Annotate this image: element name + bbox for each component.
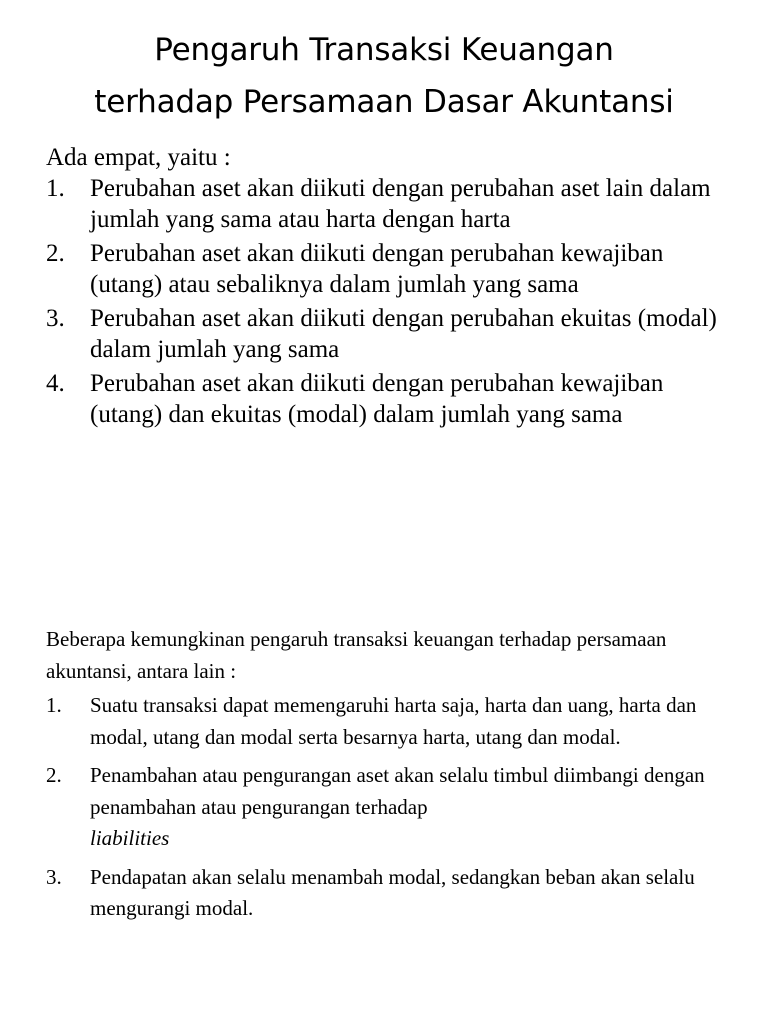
list-number: 4.: [46, 370, 65, 397]
list-item-text: Perubahan aset akan diikuti dengan perubahan aset lain dalam jumlah yang sama atau harta dengan harta: [90, 175, 711, 233]
list-number: 2.: [46, 240, 65, 267]
italic-term: liabilities: [90, 826, 170, 850]
numbered-list: [46, 173, 736, 430]
list-number: 3.: [46, 864, 62, 889]
title-line-2: terhadap Persamaan Dasar Akuntansi: [94, 84, 674, 120]
list-item-text: Perubahan aset akan diikuti dengan perubahan ekuitas (modal) dalam jumlah yang sama: [90, 305, 717, 363]
page-title: [0, 24, 768, 128]
list-number: 2.: [46, 763, 62, 787]
list-item-text: Suatu transaksi dapat memengaruhi harta saja, harta dan uang, harta dan modal, utang dan modal serta besarnya harta, utang dan modal.: [90, 693, 697, 749]
list-item: [46, 173, 736, 235]
list-item-text: Pendapatan akan selalu menambah modal, sedangkan beban akan selalu mengurangi modal.: [90, 864, 695, 920]
numbered-list: [46, 690, 736, 925]
list-item-text: Perubahan aset akan diikuti dengan perubahan kewajiban (utang) dan ekuitas (modal) dalam jumlah yang sama: [90, 370, 664, 428]
section-intro: Ada empat, yaitu :: [46, 144, 231, 171]
list-item: [46, 303, 736, 365]
section-intro: Beberapa kemungkinan pengaruh transaksi keuangan terhadap persamaan akuntansi, antara lain :: [46, 627, 667, 683]
list-item: [46, 760, 736, 855]
list-item: [46, 690, 736, 753]
list-number: 1.: [46, 175, 65, 202]
list-item-text: Perubahan aset akan diikuti dengan perubahan kewajiban (utang) atau sebaliknya dalam jumlah yang sama: [90, 240, 664, 298]
list-item-text: Penambahan atau pengurangan aset akan selalu timbul diimbangi dengan penambahan atau pengurangan terhadap: [90, 763, 705, 819]
title-line-1: Pengaruh Transaksi Keuangan: [154, 32, 614, 68]
list-item: [46, 368, 736, 430]
list-number: 3.: [46, 305, 65, 332]
list-number: 1.: [46, 693, 62, 717]
section-empat: [46, 142, 736, 433]
list-item: [46, 238, 736, 300]
list-item: [46, 862, 736, 925]
section-kemungkinan: [46, 624, 736, 932]
